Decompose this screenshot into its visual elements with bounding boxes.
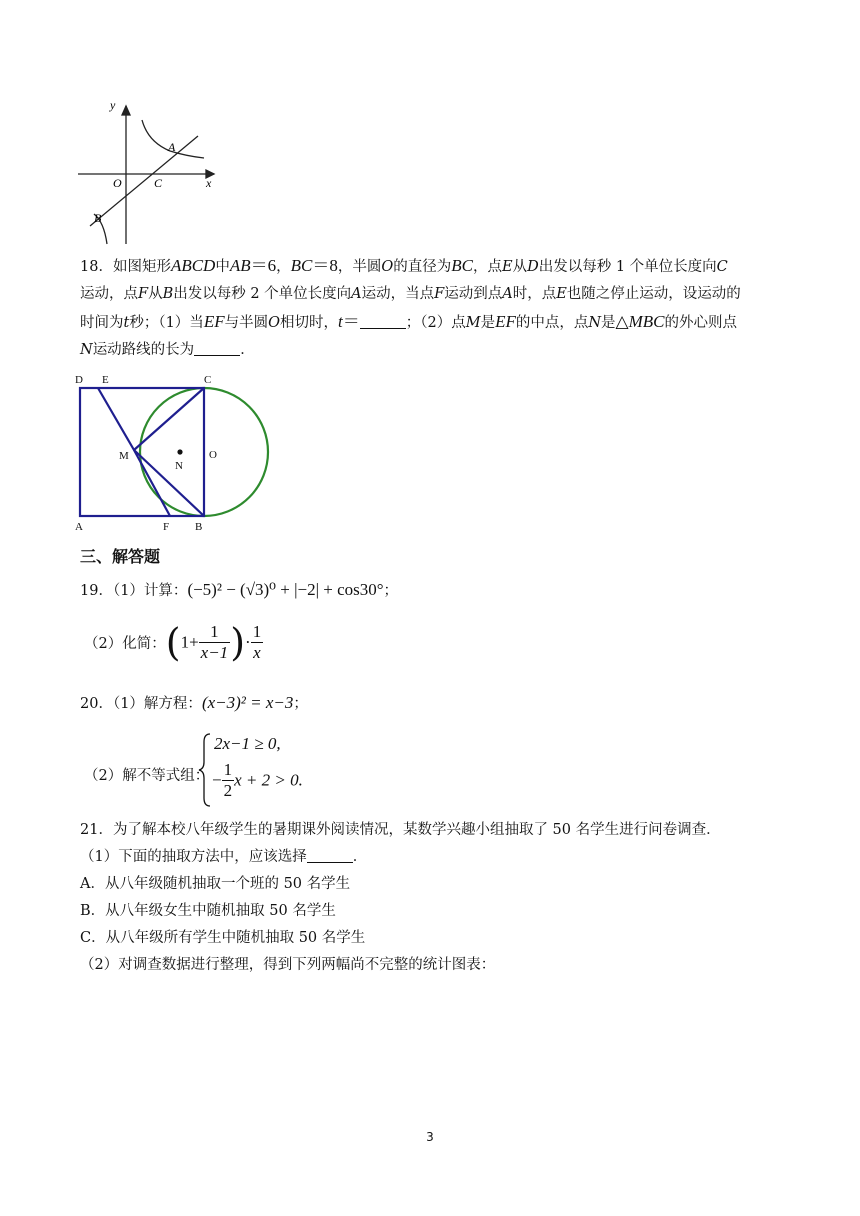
fig2-label-b: B: [195, 521, 203, 532]
fig1-label-y: y: [110, 98, 116, 112]
q21-stem: 21．为了解本校八年级学生的暑期课外阅读情况，某数学兴趣小组抽取了 50 名学生进行问卷调查．: [80, 822, 721, 838]
fig2-label-f: F: [163, 521, 170, 532]
q18-line-1: 18．如图矩形ABCD中AB＝6，BC＝8，半圆O的直径为BC，点E从D出发以每秒 1 个单位长度向C: [80, 256, 728, 275]
fig1-label-x: x: [206, 176, 212, 190]
fig2-label-n: N: [175, 460, 183, 472]
page-number: 3: [426, 1130, 434, 1144]
brace-icon: [198, 732, 212, 808]
q20-fraction: $\frac{1}{2}$: [223, 760, 233, 800]
q19-fraction-2: $\frac{1}{x}$: [252, 622, 262, 662]
q18-line-4: N运动路线的长为 ．: [80, 342, 255, 358]
q21-part-2: （2）对调查数据进行整理，得到下列两幅尚不完整的统计图表：: [80, 957, 496, 973]
q20-part-2-label: （2）解不等式组：: [84, 768, 210, 784]
q20-part-1: 20．（1）解方程：(x−3)² = x−3；: [80, 693, 308, 712]
q21-option-b: B．从八年级女生中随机抽取 50 名学生: [80, 903, 336, 919]
q18-answer-blank-2[interactable]: [194, 341, 240, 356]
q21-option-c: C．从八年级所有学生中随机抽取 50 名学生: [80, 930, 366, 946]
fig2-label-a: A: [75, 521, 83, 532]
q18-line-2: 运动，点F从B出发以每秒 2 个单位长度向A运动，当点F运动到点A时，点E也随之停止运动，设运动的: [80, 286, 741, 302]
fig1-label-o: O: [113, 176, 122, 190]
q19-part-1: 19．（1）计算：(−5)² − (√3)⁰ + |−2| + cos30°；: [80, 580, 399, 599]
q21-option-a: A．从八年级随机抽取一个班的 50 名学生: [80, 876, 351, 892]
q18-answer-blank-1[interactable]: [360, 314, 406, 329]
q19-fraction-1: $\frac{1}{x-1}$: [200, 622, 229, 662]
fig2-label-d: D: [75, 374, 83, 386]
fig1-label-c: C: [154, 176, 163, 190]
inequality-1: 2x−1 ≥ 0,: [214, 734, 281, 753]
fig2-label-e: E: [102, 374, 109, 386]
fig1-label-b: B: [94, 211, 102, 225]
q21-part-1: （1）下面的抽取方法中，应该选择 ．: [80, 849, 368, 865]
fig1-label-a: A: [168, 140, 176, 154]
section-title: 三、解答题: [80, 547, 161, 566]
q18-line-3: 时间为t秒；（1）当EF与半圆O相切时，t＝ ；（2）点M是EF的中点，点N是△MBC的外心则点: [80, 312, 737, 331]
rectangle-circle-figure: [72, 370, 272, 532]
fig2-label-o: O: [209, 449, 217, 461]
fig2-label-m: M: [119, 450, 129, 462]
q21-answer-blank[interactable]: [307, 848, 353, 863]
q19-part-2: （2）化简：(1+ $\frac{1}{x-1}$ )· $\frac{1}{x}$: [84, 620, 262, 665]
coordinate-figure: [74, 96, 224, 248]
fig2-label-c: C: [204, 374, 212, 386]
inequality-2: − $\frac{1}{2}$ x + 2 > 0.: [212, 760, 303, 800]
